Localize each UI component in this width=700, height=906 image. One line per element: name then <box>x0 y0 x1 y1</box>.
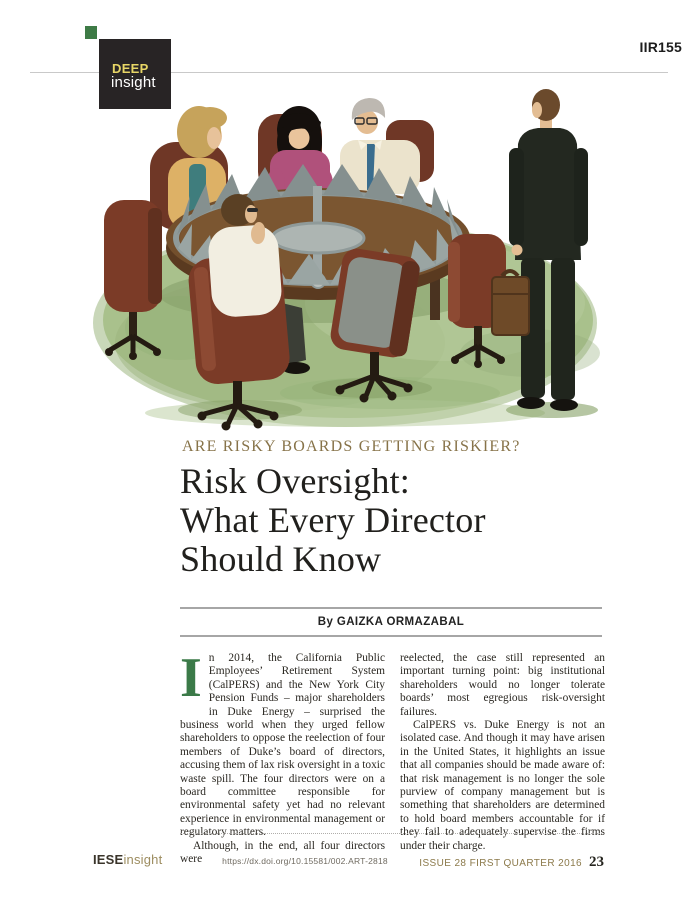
boardroom-illustration <box>90 88 610 433</box>
title-line-3: Should Know <box>180 539 382 579</box>
left-column <box>180 647 385 867</box>
footer-page-number: 23 <box>589 854 604 870</box>
byline-bar <box>180 607 602 637</box>
title-line-2: What Every Director <box>180 500 486 540</box>
footer-dotted-rule <box>180 833 604 834</box>
badge-deep-label: DEEP <box>112 61 149 76</box>
footer-brand-bold: IESE <box>93 852 124 867</box>
article-body <box>180 647 605 867</box>
byline: By GAIZKA ORMAZABAL <box>317 616 465 628</box>
brand-green-square <box>85 26 97 39</box>
footer-doi: https://dx.doi.org/10.15581/002.ART-2818 <box>222 856 388 866</box>
article-kicker: ARE RISKY BOARDS GETTING RISKIER? <box>182 438 521 455</box>
title-line-1: Risk Oversight: <box>180 461 411 501</box>
badge-insight-label: insight <box>111 74 156 91</box>
footer-issue-text: ISSUE 28 FIRST QUARTER 2016 <box>419 858 582 869</box>
right-paragraph-2: CalPERS vs. Duke Energy is not an isolated case. And though it may have arisen in the United States, it highlights an issue that all companies should be made aware of: that risk management is no longer the sole purview of company management but is something that shareholders are determined to hold board members accountable for if they fail to adequately supervise the firms under their charge. <box>400 719 605 852</box>
right-column <box>400 652 605 867</box>
right-paragraph-1: reelected, the case still represented an important turning point: big institutional shareholders would no longer tolerate boards’ most egregious risk-oversight failures. <box>400 652 605 718</box>
document-code: IIR155 <box>639 39 682 55</box>
left-paragraph-1: In 2014, the California Public Employees’ Retirement System (CalPERS) and the New York City Pension Funds – major shareholders in Duke Energy – surprised the business world when they urged fellow shareholders to oppose the reelection of four members of Duke’s board of directors, accusing them of lax risk oversight in a toxic waste spill. The four directors were on a board committee responsible for environmental safety yet had no relevant experience in environmental management or regulatory matters. <box>180 647 385 839</box>
footer-brand-light: insight <box>123 852 163 867</box>
left-paragraph-2: Although, in the end, all four directors were <box>180 839 385 866</box>
briefcase <box>492 271 529 335</box>
article-title <box>180 462 486 579</box>
footer-issue <box>419 854 604 871</box>
footer-brand <box>93 852 162 867</box>
dropcap: I <box>180 647 202 709</box>
